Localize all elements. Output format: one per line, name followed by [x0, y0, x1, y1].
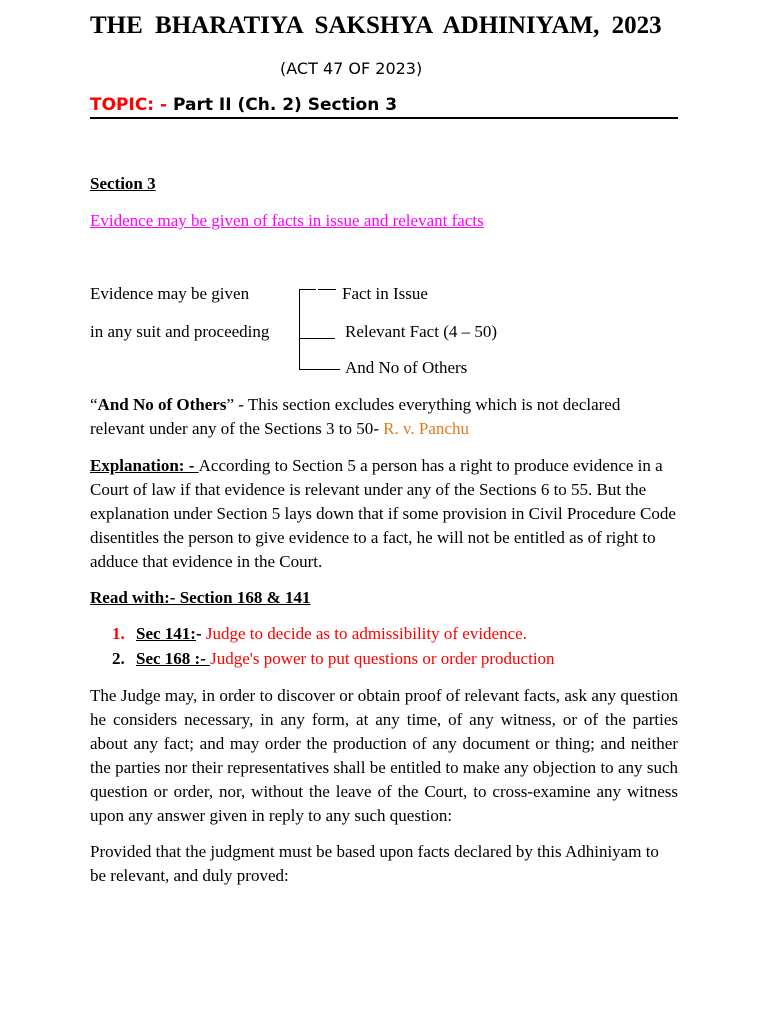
open-quote: “ [90, 395, 98, 414]
explanation-text: According to Section 5 a person has a right to produce evidence in a Court of law if that evidence is relevant under any of the Sections 6 to 55. But the explanation under Section 5 lays down that if some provision in Civil Procedure Code disentitles the person to give evidence to a fact, he will not be entitled as of right to adduce that evidence in the Court. [90, 456, 676, 571]
diagram-branch-no-of-others: And No of Others [345, 358, 468, 377]
list-separator: - [195, 624, 206, 643]
bracket-top-line [299, 289, 316, 290]
no-of-others-term: And No of Others [97, 395, 227, 414]
list-number: 2. [112, 649, 125, 668]
bracket-middle-line [299, 338, 335, 339]
topic-line [90, 95, 397, 115]
list-description: Judge's power to put questions or order production [210, 649, 555, 668]
bracket-vertical-line [299, 289, 300, 370]
judge-powers-paragraph: The Judge may, in order to discover or obtain proof of relevant facts, ask any question he considers necessary, in any form, at any time, of any witness, or of the parties about any fact; and may order the production of any document or thing; and neither the parties nor their representatives shall be entitled to make any objection to any such question or order, nor, without the leave of the Court, to cross-examine any witness upon any answer given in reply to any such question: [90, 686, 678, 825]
topic-label: TOPIC: - [90, 95, 168, 115]
explanation-paragraph [90, 454, 678, 574]
no-of-others-paragraph [90, 393, 678, 441]
diagram-left-line-2: in any suit and proceeding [90, 322, 270, 341]
topic-text: Part II (Ch. 2) Section 3 [167, 95, 398, 115]
section-reference: Sec 168 :- [136, 649, 211, 668]
diagram-branch-relevant-fact: Relevant Fact (4 – 50) [345, 322, 498, 341]
diagram-branch-fact-in-issue: Fact in Issue [342, 284, 428, 303]
document-title: THE BHARATIYA SAKSHYA ADHINIYAM, 2023 [90, 12, 662, 39]
list-number: 1. [112, 624, 125, 643]
act-number: (ACT 47 OF 2023) [280, 59, 423, 78]
read-with-heading: Read with:- Section 168 & 141 [90, 588, 311, 607]
bracket-bottom-line [299, 369, 340, 370]
section-reference: Sec 141: [136, 624, 196, 643]
section-heading: Section 3 [90, 174, 156, 193]
no-of-others-text: ” - This section excludes everything which is not declared relevant under any of the Sections 3 to 50- [90, 395, 621, 438]
bracket-top-line-right [318, 289, 336, 290]
case-citation: R. v. Panchu [383, 419, 469, 438]
read-with-list-item [112, 624, 527, 644]
section-subtitle: Evidence may be given of facts in issue and relevant facts [90, 211, 484, 230]
diagram-left-line-1: Evidence may be given [90, 284, 250, 303]
proviso-paragraph: Provided that the judgment must be based upon facts declared by this Adhiniyam to be relevant, and duly proved: [90, 842, 659, 885]
read-with-list-item [112, 649, 555, 669]
explanation-lead: Explanation: - [90, 456, 199, 475]
list-description: Judge to decide as to admissibility of evidence. [205, 624, 527, 643]
topic-divider [90, 117, 678, 119]
